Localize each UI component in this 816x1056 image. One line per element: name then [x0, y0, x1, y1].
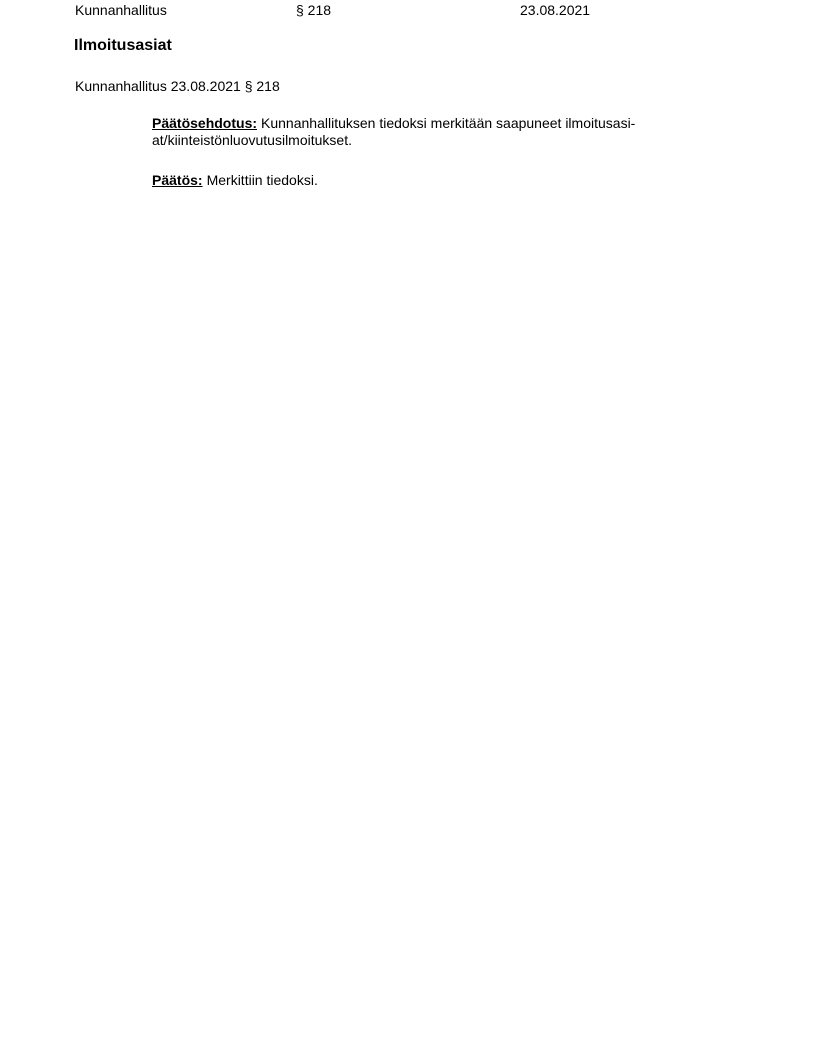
header-date: 23.08.2021	[520, 2, 591, 18]
header-organization: Kunnanhallitus	[75, 2, 167, 18]
decision-paragraph	[152, 172, 718, 189]
proposal-label: Päätösehdotus:	[152, 115, 258, 131]
decision-label: Päätös:	[152, 172, 203, 188]
proposal-text-line-1: Kunnanhallituksen tiedoksi merkitään saapuneet ilmoitusasi-	[261, 115, 636, 131]
reference-line: Kunnanhallitus 23.08.2021 § 218	[75, 78, 280, 94]
proposal-line-2: at/kiinteistönluovutusilmoitukset.	[152, 132, 352, 148]
header-section-number: § 218	[296, 2, 332, 18]
decision-text: Merkittiin tiedoksi.	[206, 172, 318, 188]
page-title: Ilmoitusasiat	[74, 37, 172, 54]
proposal-paragraph	[152, 115, 718, 149]
proposal-line-1	[152, 115, 718, 132]
